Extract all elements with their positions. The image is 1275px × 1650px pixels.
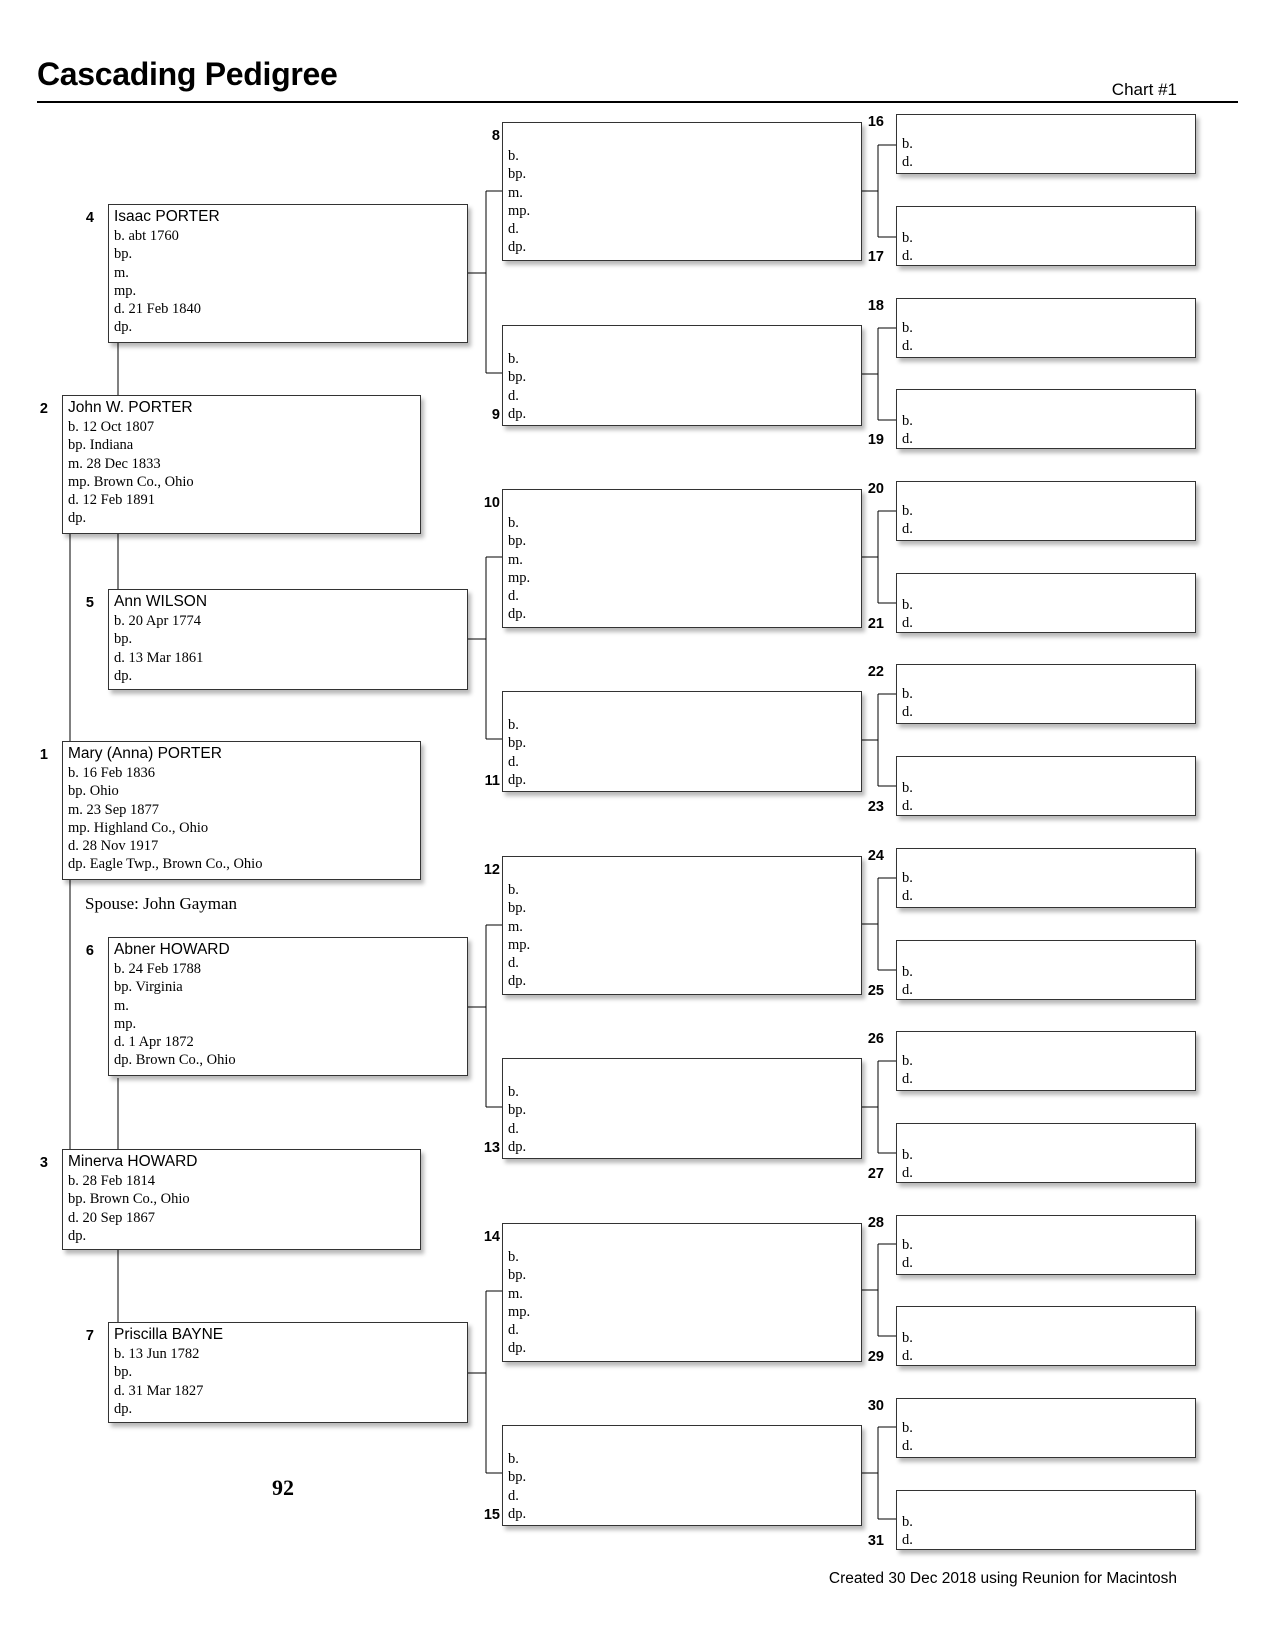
- person-fact: d.: [508, 221, 519, 238]
- person-box-20: [896, 481, 1196, 541]
- person-fact: dp. Eagle Twp., Brown Co., Ohio: [68, 856, 263, 873]
- person-fact: b. 16 Feb 1836: [68, 765, 155, 781]
- person-box-12: [502, 856, 862, 995]
- person-fact: dp.: [508, 1138, 527, 1155]
- person-number: 17: [867, 249, 884, 265]
- person-fact: dp.: [114, 667, 133, 684]
- person-fact: b.: [508, 882, 519, 898]
- person-number: 10: [483, 495, 500, 511]
- person-fact: d. 31 Mar 1827: [114, 1382, 204, 1399]
- person-box-13: [502, 1058, 862, 1159]
- person-name: Mary (Anna) PORTER: [68, 745, 222, 762]
- person-fact: bp.: [114, 1364, 133, 1381]
- person-fact: d.: [902, 521, 913, 538]
- person-box-22: [896, 664, 1196, 724]
- person-name: [503, 1224, 861, 1245]
- person-fact: d.: [902, 1438, 913, 1455]
- person-box-19: [896, 389, 1196, 449]
- person-fact: mp.: [508, 936, 531, 953]
- person-fact: b.: [508, 717, 519, 733]
- person-box-16: [896, 114, 1196, 174]
- person-fact: d.: [902, 248, 913, 265]
- person-fact: bp.: [114, 631, 133, 648]
- person-fact: b. 12 Oct 1807: [68, 419, 155, 435]
- connector-7: [468, 1291, 502, 1473]
- person-box-6: [108, 937, 468, 1076]
- person-fact: d.: [508, 1120, 519, 1137]
- person-fact: d. 13 Mar 1861: [114, 649, 204, 666]
- person-number: 26: [867, 1031, 884, 1047]
- person-name: Abner HOWARD: [114, 941, 230, 958]
- person-fact: d.: [508, 753, 519, 770]
- person-fact: bp.: [508, 1469, 527, 1486]
- person-fact: mp.: [508, 569, 531, 586]
- connector-10: [862, 511, 896, 603]
- person-fact: dp. Brown Co., Ohio: [114, 1052, 236, 1069]
- person-fact: bp.: [508, 735, 527, 752]
- person-fact: b.: [902, 686, 913, 702]
- person-number: 1: [39, 747, 48, 763]
- person-box-31: [896, 1490, 1196, 1550]
- person-fact: b.: [902, 1420, 913, 1436]
- person-fact: d. 21 Feb 1840: [114, 301, 201, 318]
- person-fact: b.: [902, 597, 913, 613]
- person-fact: bp. Ohio: [68, 783, 119, 800]
- person-fact: mp.: [114, 282, 137, 299]
- connector-9: [862, 328, 896, 420]
- person-number: 24: [867, 848, 884, 864]
- person-fact: mp. Brown Co., Ohio: [68, 473, 194, 490]
- person-number: 12: [483, 862, 500, 878]
- person-fact: dp.: [508, 405, 527, 422]
- person-box-4: [108, 204, 468, 343]
- person-fact: d.: [902, 615, 913, 632]
- person-name: [503, 1059, 861, 1080]
- page-number: 92: [272, 1475, 294, 1500]
- person-box-29: [896, 1306, 1196, 1366]
- person-name: [503, 123, 861, 144]
- person-fact: b.: [902, 230, 913, 246]
- person-fact: d.: [902, 704, 913, 721]
- person-name: Ann WILSON: [114, 593, 208, 610]
- person-number: 27: [867, 1166, 884, 1182]
- person-fact: dp.: [114, 319, 133, 336]
- person-fact: b.: [902, 1514, 913, 1530]
- person-fact: b. 13 Jun 1782: [114, 1346, 200, 1362]
- person-number: 19: [867, 432, 884, 448]
- person-fact: dp.: [508, 239, 527, 256]
- person-fact: b.: [902, 1330, 913, 1346]
- person-fact: d.: [508, 588, 519, 605]
- person-fact: mp.: [508, 202, 531, 219]
- person-fact: m. 23 Sep 1877: [68, 801, 160, 818]
- person-box-11: [502, 691, 862, 792]
- person-fact: bp.: [508, 533, 527, 550]
- person-box-3: [62, 1149, 421, 1250]
- person-fact: dp.: [68, 510, 87, 527]
- person-fact: b. 24 Feb 1788: [114, 961, 201, 977]
- person-fact: mp.: [508, 1303, 531, 1320]
- person-name: [503, 857, 861, 878]
- person-fact: d.: [902, 1071, 913, 1088]
- person-fact: mp.: [114, 1015, 137, 1032]
- person-box-18: [896, 298, 1196, 358]
- person-name: [503, 326, 861, 347]
- person-fact: bp.: [508, 166, 527, 183]
- person-box-28: [896, 1215, 1196, 1275]
- person-fact: dp.: [508, 606, 527, 623]
- person-fact: m.: [114, 264, 129, 281]
- person-fact: d.: [902, 888, 913, 905]
- person-number: 5: [85, 595, 94, 611]
- person-fact: d. 20 Sep 1867: [68, 1209, 155, 1226]
- person-box-17: [896, 206, 1196, 266]
- person-fact: bp.: [114, 246, 133, 263]
- person-number: 2: [39, 401, 48, 417]
- person-box-1: [62, 741, 421, 880]
- person-fact: d.: [902, 798, 913, 815]
- person-box-21: [896, 573, 1196, 633]
- person-fact: d.: [902, 431, 913, 448]
- person-number: 21: [867, 616, 884, 632]
- person-fact: b.: [902, 413, 913, 429]
- person-box-30: [896, 1398, 1196, 1458]
- person-number: 8: [491, 128, 500, 144]
- person-number: 13: [483, 1140, 500, 1156]
- connector-5: [468, 557, 502, 739]
- person-fact: d.: [902, 1348, 913, 1365]
- person-box-27: [896, 1123, 1196, 1183]
- person-box-7: [108, 1322, 468, 1423]
- person-number: 16: [867, 114, 884, 130]
- person-fact: m.: [508, 551, 523, 568]
- person-fact: b.: [508, 351, 519, 367]
- connector-13: [862, 1061, 896, 1153]
- person-fact: b.: [902, 964, 913, 980]
- connector-12: [862, 878, 896, 970]
- person-fact: b.: [902, 870, 913, 886]
- person-fact: d. 28 Nov 1917: [68, 838, 159, 855]
- person-number: 30: [867, 1398, 884, 1414]
- person-number: 6: [85, 943, 94, 959]
- person-fact: bp. Indiana: [68, 437, 134, 454]
- person-number: 23: [867, 799, 884, 815]
- person-box-25: [896, 940, 1196, 1000]
- person-name: Isaac PORTER: [114, 208, 220, 225]
- footer-credit: Created 30 Dec 2018 using Reunion for Macintosh: [828, 1570, 1177, 1587]
- person-fact: bp.: [508, 369, 527, 386]
- person-box-26: [896, 1031, 1196, 1091]
- person-fact: d. 12 Feb 1891: [68, 492, 155, 509]
- person-box-24: [896, 848, 1196, 908]
- person-fact: dp.: [508, 771, 527, 788]
- person-number: 25: [867, 983, 884, 999]
- person-box-14: [502, 1223, 862, 1362]
- person-fact: mp. Highland Co., Ohio: [68, 819, 209, 836]
- person-fact: b.: [902, 136, 913, 152]
- person-number: 3: [39, 1155, 48, 1171]
- person-fact: b.: [508, 148, 519, 164]
- person-fact: d.: [902, 982, 913, 999]
- person-fact: d.: [508, 955, 519, 972]
- person-number: 28: [867, 1215, 884, 1231]
- connector-4: [468, 191, 502, 373]
- person-number: 7: [85, 1328, 94, 1344]
- connector-8: [862, 145, 896, 237]
- person-fact: b.: [508, 1084, 519, 1100]
- person-fact: bp.: [508, 1267, 527, 1284]
- person-name: Priscilla BAYNE: [114, 1326, 224, 1343]
- person-fact: d. 1 Apr 1872: [114, 1034, 194, 1051]
- person-fact: b.: [902, 1237, 913, 1253]
- person-fact: b.: [902, 1053, 913, 1069]
- person-number: 11: [484, 773, 500, 789]
- connector-14: [862, 1244, 896, 1336]
- person-number: 22: [867, 664, 884, 680]
- person-name: Minerva HOWARD: [68, 1153, 198, 1170]
- person-fact: bp.: [508, 1102, 527, 1119]
- person-number: 18: [867, 298, 884, 314]
- person-number: 4: [85, 210, 94, 226]
- person-fact: dp.: [68, 1227, 87, 1244]
- person-fact: d.: [902, 1255, 913, 1272]
- person-fact: d.: [902, 154, 913, 171]
- person-fact: b.: [508, 515, 519, 531]
- person-fact: b.: [902, 1147, 913, 1163]
- connector-6: [468, 925, 502, 1107]
- person-fact: b. 20 Apr 1774: [114, 613, 201, 629]
- person-fact: bp. Brown Co., Ohio: [68, 1191, 190, 1208]
- person-fact: d.: [902, 1532, 913, 1549]
- person-box-23: [896, 756, 1196, 816]
- person-box-5: [108, 589, 468, 690]
- person-fact: b.: [508, 1451, 519, 1467]
- person-name: [503, 490, 861, 511]
- person-fact: b.: [902, 320, 913, 336]
- person-fact: m.: [114, 997, 129, 1014]
- person-fact: d.: [508, 1322, 519, 1339]
- person-fact: b.: [902, 503, 913, 519]
- person-fact: bp.: [508, 900, 527, 917]
- person-fact: dp.: [508, 1505, 527, 1522]
- connector-11: [862, 694, 896, 786]
- person-fact: d.: [508, 1487, 519, 1504]
- person-fact: m.: [508, 918, 523, 935]
- person-box-2: [62, 395, 421, 534]
- person-box-10: [502, 489, 862, 628]
- spouse-line: Spouse: John Gayman: [85, 894, 238, 913]
- person-fact: dp.: [114, 1400, 133, 1417]
- person-number: 31: [867, 1533, 884, 1549]
- person-fact: m.: [508, 1285, 523, 1302]
- person-fact: b. abt 1760: [114, 228, 179, 244]
- person-fact: bp. Virginia: [114, 979, 183, 996]
- person-fact: m.: [508, 184, 523, 201]
- person-fact: d.: [902, 1165, 913, 1182]
- person-fact: d.: [902, 338, 913, 355]
- person-box-15: [502, 1425, 862, 1526]
- person-number: 20: [867, 481, 884, 497]
- person-name: John W. PORTER: [68, 399, 193, 416]
- chart-number: Chart #1: [1111, 80, 1177, 99]
- chart-title: Cascading Pedigree: [37, 56, 338, 92]
- person-fact: b.: [902, 780, 913, 796]
- person-name: [503, 1426, 861, 1447]
- person-fact: dp.: [508, 973, 527, 990]
- person-box-8: [502, 122, 862, 261]
- person-number: 9: [491, 407, 500, 423]
- person-fact: m. 28 Dec 1833: [68, 455, 161, 472]
- person-name: [503, 692, 861, 713]
- person-fact: d.: [508, 387, 519, 404]
- person-number: 14: [483, 1229, 500, 1245]
- person-fact: dp.: [508, 1340, 527, 1357]
- person-number: 29: [867, 1349, 884, 1365]
- connector-15: [862, 1427, 896, 1519]
- person-box-9: [502, 325, 862, 426]
- person-fact: b. 28 Feb 1814: [68, 1173, 155, 1189]
- person-fact: b.: [508, 1249, 519, 1265]
- person-number: 15: [483, 1507, 500, 1523]
